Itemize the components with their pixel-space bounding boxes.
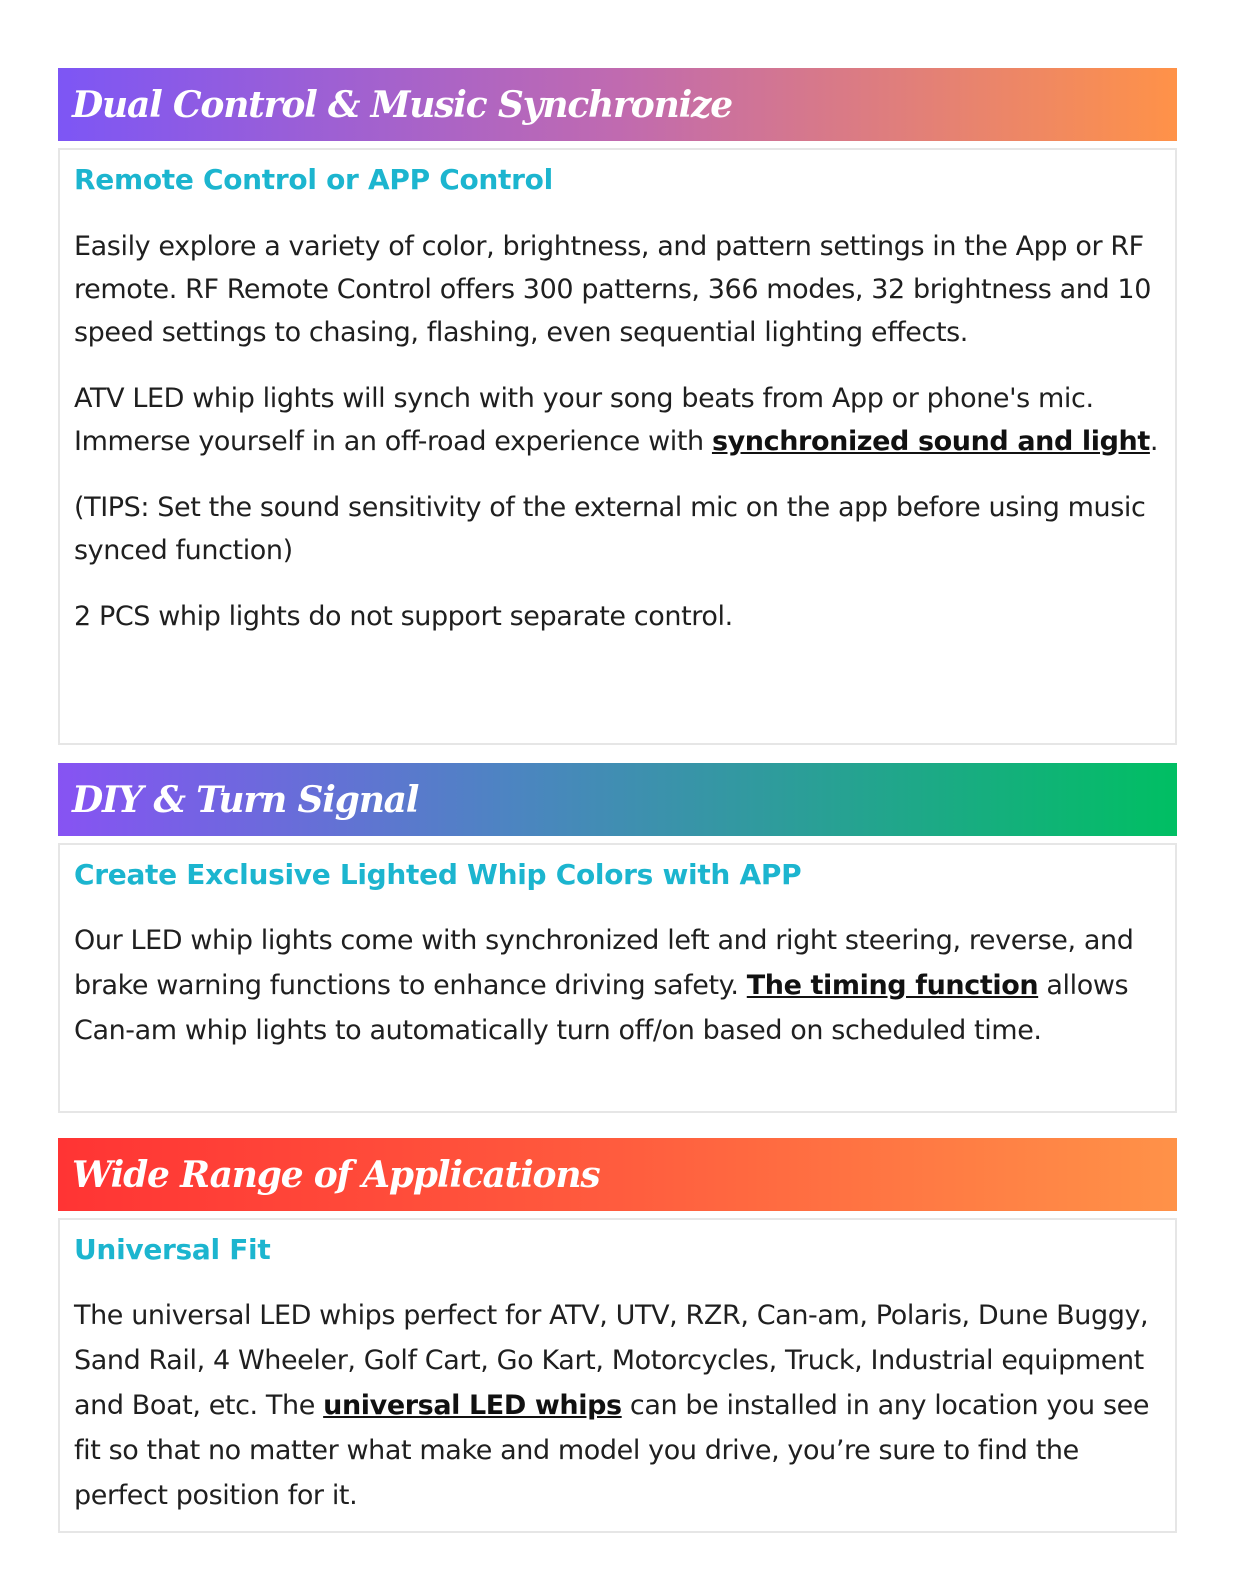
section-subtitle: Remote Control or APP Control <box>74 163 553 196</box>
section-subtitle: Create Exclusive Lighted Whip Colors with APP <box>74 858 802 891</box>
section-title: Dual Control & Music Synchronize <box>72 83 732 126</box>
paragraph <box>74 377 1161 463</box>
synchronized-sound-link[interactable]: synchronized sound and light <box>711 426 1150 457</box>
section-panel <box>58 843 1177 1113</box>
paragraph-text: . <box>1149 426 1159 457</box>
section-banner <box>58 763 1177 836</box>
paragraph: Easily explore a variety of color, brightness, and pattern settings in the App or RF remote. RF Remote Control offers 300 patterns, 366 modes, 32 brightness and 10 speed settings to chasing, flashing, even sequential lighting effects. <box>74 231 1151 348</box>
section-banner <box>58 68 1177 141</box>
section-banner <box>58 1138 1177 1211</box>
paragraph: 2 PCS whip lights do not support separate control. <box>74 601 733 632</box>
paragraph <box>74 1293 1161 1518</box>
paragraph-text: Our LED whip lights come with synchronized left and right steering, reverse, and brake warning functions to enhance driving safety. <box>74 925 1134 1001</box>
paragraph-text: can be installed in any location you see fit so that no matter what make and model you drive, you’re sure to find the perfect position for it. <box>74 1390 1150 1511</box>
section-diy-turn-signal <box>58 763 1177 1113</box>
timing-function-link[interactable]: The timing function <box>746 970 1039 1001</box>
universal-led-whips-link[interactable]: universal LED whips <box>323 1390 622 1421</box>
section-dual-control <box>58 68 1177 745</box>
paragraph-text: ATV LED whip lights will synch with your song beats from App or phone's mic. Immerse yourself in an off-road experience with <box>74 383 1094 457</box>
tips-paragraph: (TIPS: Set the sound sensitivity of the external mic on the app before using music synced function) <box>74 492 1146 566</box>
paragraph <box>74 918 1161 1053</box>
paragraph-text: The universal LED whips perfect for ATV, UTV, RZR, Can-am, Polaris, Dune Buggy, Sand Rail, 4 Wheeler, Golf Cart, Go Kart, Motorcycles, Truck, Industrial equipment and Boat, etc. The <box>74 1300 1149 1421</box>
section-title: DIY & Turn Signal <box>72 778 419 821</box>
section-panel <box>58 1218 1177 1533</box>
section-panel <box>58 148 1177 745</box>
section-title: Wide Range of Applications <box>72 1153 600 1196</box>
section-wide-range <box>58 1138 1177 1533</box>
section-subtitle: Universal Fit <box>74 1233 271 1266</box>
paragraph-text: allows Can-am whip lights to automatically turn off/on based on scheduled time. <box>74 970 1129 1046</box>
